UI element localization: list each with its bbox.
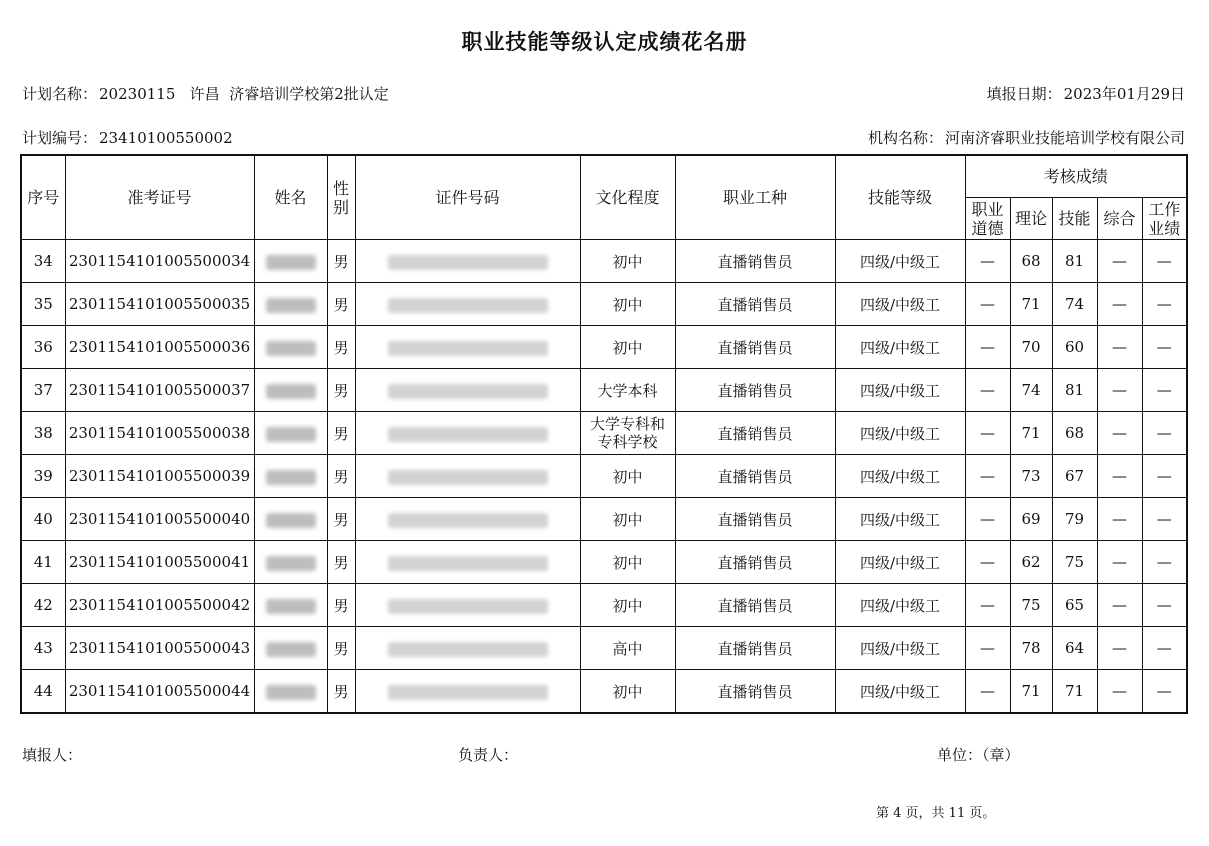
redacted-name	[266, 384, 316, 399]
cell-education: 初中	[580, 670, 675, 714]
cell-education: 大学本科	[580, 369, 675, 412]
cell-skill-level: 四级/中级工	[835, 584, 965, 627]
header-occupation: 职业工种	[675, 155, 835, 240]
cell-theory: 75	[1010, 584, 1052, 627]
header-row	[21, 155, 1187, 198]
cell-exam-number: 2301154101005500042	[65, 584, 254, 627]
redacted-id-number	[388, 341, 548, 356]
cell-id-redacted	[355, 584, 580, 627]
cell-theory: 71	[1010, 412, 1052, 455]
cell-exam-number: 2301154101005500039	[65, 455, 254, 498]
plan-name-value: 20230115 许昌 济睿培训学校第2批认定	[99, 85, 389, 103]
cell-name-redacted	[254, 670, 327, 714]
table-row	[21, 412, 1187, 455]
cell-overall: —	[1097, 670, 1142, 714]
header-name: 姓名	[254, 155, 327, 240]
organization-label: 机构名称：	[867, 129, 943, 147]
cell-name-redacted	[254, 369, 327, 412]
header-exam-number: 准考证号	[65, 155, 254, 240]
cell-work-performance: —	[1142, 584, 1187, 627]
cell-skill: 81	[1052, 240, 1097, 283]
header-theory: 理论	[1010, 198, 1052, 240]
cell-id-redacted	[355, 240, 580, 283]
table-row	[21, 326, 1187, 369]
table-row	[21, 541, 1187, 584]
cell-name-redacted	[254, 584, 327, 627]
cell-exam-number: 2301154101005500035	[65, 283, 254, 326]
cell-overall: —	[1097, 627, 1142, 670]
redacted-id-number	[388, 642, 548, 657]
cell-gender: 男	[327, 455, 355, 498]
cell-ethics: —	[965, 584, 1010, 627]
fill-date-value: 2023年01月29日	[1063, 85, 1185, 103]
cell-education: 大学专科和专科学校	[580, 412, 675, 455]
organization-value: 河南济睿职业技能培训学校有限公司	[944, 129, 1185, 147]
cell-skill-level: 四级/中级工	[835, 627, 965, 670]
redacted-name	[266, 255, 316, 270]
cell-name-redacted	[254, 240, 327, 283]
cell-ethics: —	[965, 412, 1010, 455]
cell-name-redacted	[254, 283, 327, 326]
cell-name-redacted	[254, 498, 327, 541]
cell-id-redacted	[355, 498, 580, 541]
redacted-id-number	[388, 513, 548, 528]
cell-overall: —	[1097, 283, 1142, 326]
cell-seq: 43	[21, 627, 65, 670]
table-row	[21, 283, 1187, 326]
cell-exam-number: 2301154101005500043	[65, 627, 254, 670]
cell-occupation: 直播销售员	[675, 455, 835, 498]
cell-education: 初中	[580, 240, 675, 283]
cell-theory: 73	[1010, 455, 1052, 498]
cell-id-redacted	[355, 455, 580, 498]
cell-skill-level: 四级/中级工	[835, 455, 965, 498]
cell-gender: 男	[327, 412, 355, 455]
cell-gender: 男	[327, 584, 355, 627]
cell-ethics: —	[965, 326, 1010, 369]
cell-id-redacted	[355, 412, 580, 455]
cell-occupation: 直播销售员	[675, 283, 835, 326]
cell-skill: 64	[1052, 627, 1097, 670]
cell-theory: 71	[1010, 283, 1052, 326]
cell-ethics: —	[965, 498, 1010, 541]
cell-occupation: 直播销售员	[675, 498, 835, 541]
redacted-id-number	[388, 298, 548, 313]
cell-occupation: 直播销售员	[675, 369, 835, 412]
cell-gender: 男	[327, 369, 355, 412]
cell-occupation: 直播销售员	[675, 627, 835, 670]
redacted-name	[266, 341, 316, 356]
unit-seal-label: 单位：（章）	[937, 746, 1020, 764]
plan-number	[22, 127, 233, 148]
table-row	[21, 627, 1187, 670]
cell-ethics: —	[965, 240, 1010, 283]
cell-seq: 44	[21, 670, 65, 714]
redacted-name	[266, 685, 316, 700]
cell-gender: 男	[327, 240, 355, 283]
cell-name-redacted	[254, 412, 327, 455]
redacted-id-number	[388, 255, 548, 270]
cell-id-redacted	[355, 670, 580, 714]
cell-theory: 74	[1010, 369, 1052, 412]
cell-skill: 68	[1052, 412, 1097, 455]
cell-name-redacted	[254, 541, 327, 584]
redacted-name	[266, 427, 316, 442]
cell-id-redacted	[355, 541, 580, 584]
cell-skill: 67	[1052, 455, 1097, 498]
table-row	[21, 369, 1187, 412]
redacted-name	[266, 599, 316, 614]
cell-overall: —	[1097, 412, 1142, 455]
plan-name	[22, 83, 389, 104]
redacted-id-number	[388, 384, 548, 399]
cell-education: 初中	[580, 283, 675, 326]
cell-education: 初中	[580, 455, 675, 498]
cell-overall: —	[1097, 541, 1142, 584]
cell-occupation: 直播销售员	[675, 412, 835, 455]
cell-gender: 男	[327, 670, 355, 714]
cell-overall: —	[1097, 584, 1142, 627]
cell-id-redacted	[355, 627, 580, 670]
redacted-name	[266, 513, 316, 528]
cell-id-redacted	[355, 283, 580, 326]
cell-skill-level: 四级/中级工	[835, 541, 965, 584]
cell-theory: 78	[1010, 627, 1052, 670]
cell-education: 高中	[580, 627, 675, 670]
cell-gender: 男	[327, 541, 355, 584]
cell-seq: 39	[21, 455, 65, 498]
cell-skill: 71	[1052, 670, 1097, 714]
score-roster-table	[20, 154, 1188, 714]
cell-gender: 男	[327, 627, 355, 670]
fill-date	[987, 83, 1185, 104]
redacted-id-number	[388, 470, 548, 485]
cell-work-performance: —	[1142, 283, 1187, 326]
cell-ethics: —	[965, 541, 1010, 584]
cell-exam-number: 2301154101005500037	[65, 369, 254, 412]
redacted-name	[266, 470, 316, 485]
cell-exam-number: 2301154101005500036	[65, 326, 254, 369]
cell-occupation: 直播销售员	[675, 326, 835, 369]
cell-work-performance: —	[1142, 326, 1187, 369]
redacted-id-number	[388, 427, 548, 442]
cell-seq: 40	[21, 498, 65, 541]
table-row	[21, 584, 1187, 627]
cell-exam-number: 2301154101005500038	[65, 412, 254, 455]
redacted-name	[266, 642, 316, 657]
page-title: 职业技能等级认定成绩花名册	[461, 30, 748, 54]
cell-overall: —	[1097, 369, 1142, 412]
cell-seq: 38	[21, 412, 65, 455]
cell-overall: —	[1097, 455, 1142, 498]
cell-skill-level: 四级/中级工	[835, 326, 965, 369]
cell-overall: —	[1097, 326, 1142, 369]
filler-label: 填报人：	[22, 746, 83, 764]
cell-ethics: —	[965, 283, 1010, 326]
cell-seq: 42	[21, 584, 65, 627]
cell-skill-level: 四级/中级工	[835, 369, 965, 412]
cell-exam-number: 2301154101005500044	[65, 670, 254, 714]
redacted-name	[266, 556, 316, 571]
redacted-name	[266, 298, 316, 313]
header-education: 文化程度	[580, 155, 675, 240]
cell-exam-number: 2301154101005500041	[65, 541, 254, 584]
cell-work-performance: —	[1142, 455, 1187, 498]
cell-education: 初中	[580, 498, 675, 541]
cell-overall: —	[1097, 240, 1142, 283]
cell-ethics: —	[965, 455, 1010, 498]
cell-work-performance: —	[1142, 369, 1187, 412]
cell-education: 初中	[580, 326, 675, 369]
header-work-performance: 工作业绩	[1142, 198, 1187, 240]
cell-skill-level: 四级/中级工	[835, 412, 965, 455]
cell-name-redacted	[254, 326, 327, 369]
fill-date-label: 填报日期：	[986, 85, 1062, 103]
cell-skill: 60	[1052, 326, 1097, 369]
plan-name-label: 计划名称：	[22, 85, 98, 103]
cell-seq: 37	[21, 369, 65, 412]
cell-theory: 62	[1010, 541, 1052, 584]
cell-ethics: —	[965, 369, 1010, 412]
cell-skill: 81	[1052, 369, 1097, 412]
cell-work-performance: —	[1142, 541, 1187, 584]
header-overall: 综合	[1097, 198, 1142, 240]
page-info: 第 4 页，共 11 页。	[876, 806, 996, 821]
cell-seq: 36	[21, 326, 65, 369]
cell-theory: 70	[1010, 326, 1052, 369]
table-row	[21, 498, 1187, 541]
header-ethics: 职业道德	[965, 198, 1010, 240]
cell-skill: 74	[1052, 283, 1097, 326]
cell-theory: 71	[1010, 670, 1052, 714]
cell-seq: 41	[21, 541, 65, 584]
cell-gender: 男	[327, 283, 355, 326]
cell-theory: 69	[1010, 498, 1052, 541]
responsible-label: 负责人：	[458, 746, 519, 764]
cell-work-performance: —	[1142, 240, 1187, 283]
header-assessment-scores: 考核成绩	[965, 155, 1187, 198]
cell-education: 初中	[580, 584, 675, 627]
header-gender: 性别	[327, 155, 355, 240]
cell-occupation: 直播销售员	[675, 240, 835, 283]
cell-gender: 男	[327, 326, 355, 369]
cell-gender: 男	[327, 498, 355, 541]
cell-name-redacted	[254, 627, 327, 670]
cell-ethics: —	[965, 627, 1010, 670]
organization	[868, 127, 1185, 148]
cell-work-performance: —	[1142, 498, 1187, 541]
cell-skill-level: 四级/中级工	[835, 670, 965, 714]
table-row	[21, 240, 1187, 283]
cell-seq: 34	[21, 240, 65, 283]
cell-id-redacted	[355, 326, 580, 369]
cell-education: 初中	[580, 541, 675, 584]
cell-occupation: 直播销售员	[675, 670, 835, 714]
cell-work-performance: —	[1142, 627, 1187, 670]
cell-overall: —	[1097, 498, 1142, 541]
redacted-id-number	[388, 556, 548, 571]
cell-skill-level: 四级/中级工	[835, 283, 965, 326]
cell-exam-number: 2301154101005500040	[65, 498, 254, 541]
cell-id-redacted	[355, 369, 580, 412]
header-skill-level: 技能等级	[835, 155, 965, 240]
header-skill: 技能	[1052, 198, 1097, 240]
header-id-number: 证件号码	[355, 155, 580, 240]
cell-occupation: 直播销售员	[675, 541, 835, 584]
cell-skill: 75	[1052, 541, 1097, 584]
cell-ethics: —	[965, 670, 1010, 714]
redacted-id-number	[388, 599, 548, 614]
cell-skill: 65	[1052, 584, 1097, 627]
cell-work-performance: —	[1142, 670, 1187, 714]
cell-work-performance: —	[1142, 412, 1187, 455]
plan-number-label: 计划编号：	[22, 129, 98, 147]
redacted-id-number	[388, 685, 548, 700]
table-row	[21, 455, 1187, 498]
cell-skill: 79	[1052, 498, 1097, 541]
table-row	[21, 670, 1187, 714]
cell-exam-number: 2301154101005500034	[65, 240, 254, 283]
cell-skill-level: 四级/中级工	[835, 498, 965, 541]
cell-name-redacted	[254, 455, 327, 498]
header-seq: 序号	[21, 155, 65, 240]
cell-theory: 68	[1010, 240, 1052, 283]
plan-number-value: 23410100550002	[99, 129, 233, 147]
cell-occupation: 直播销售员	[675, 584, 835, 627]
cell-seq: 35	[21, 283, 65, 326]
cell-skill-level: 四级/中级工	[835, 240, 965, 283]
